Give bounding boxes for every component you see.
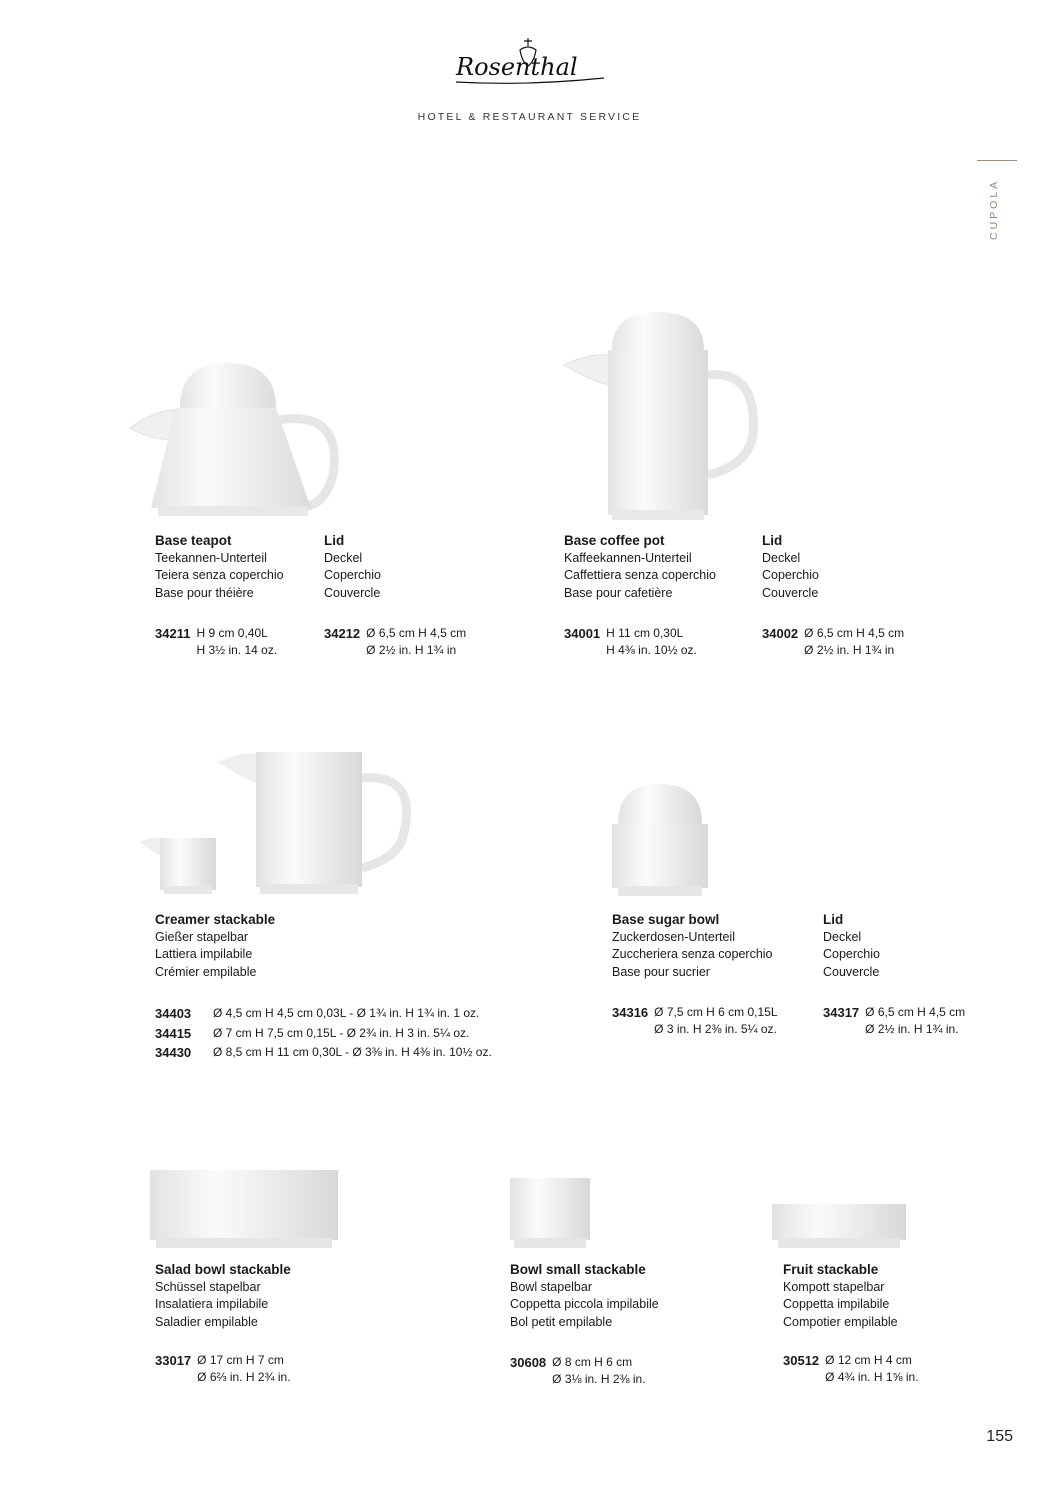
product-name-it: Teiera senza coperchio	[155, 568, 284, 582]
article-number: 34212	[324, 626, 361, 641]
spec-metric: Ø 12 cm H 4 cm	[825, 1353, 912, 1367]
product-name-de: Deckel	[324, 550, 363, 565]
product-name: Fruit stackable	[783, 1262, 879, 1277]
article-number: 34415	[155, 1025, 192, 1041]
spec-imperial: Ø 3⅛ in. H 2⅜ in.	[552, 1372, 646, 1386]
article-number: 34430	[155, 1045, 192, 1060]
product-name: Lid	[324, 533, 345, 548]
product-name-fr: Couvercle	[324, 585, 381, 600]
product-name-de: Deckel	[762, 550, 801, 565]
article-number: 30512	[783, 1353, 820, 1368]
article-number: 33017	[155, 1353, 192, 1368]
spec: Ø 7 cm H 7,5 cm 0,15L - Ø 2¾ in. H 3 in. 5¼ oz.	[213, 1025, 470, 1040]
spec-metric: Ø 6,5 cm H 4,5 cm	[804, 626, 905, 640]
product-name-de: Gießer stapelbar	[155, 929, 249, 944]
article-number: 34002	[762, 626, 799, 641]
article-number: 34316	[612, 1005, 649, 1020]
product-name: Base sugar bowl	[612, 912, 720, 927]
spec-imperial: H 3½ in. 14 oz.	[196, 643, 278, 657]
page-number: 155	[986, 1428, 1013, 1445]
spec-imperial: H 4⅜ in. 10½ oz.	[606, 643, 697, 657]
creamer-variant-row	[155, 1004, 492, 1024]
sugar-lid-code	[823, 1004, 965, 1038]
spec: Ø 4,5 cm H 4,5 cm 0,03L - Ø 1¾ in. H 1¾ in. 1 oz.	[213, 1006, 480, 1020]
product-name-fr: Saladier empilable	[155, 1314, 258, 1329]
rosenthal-logo	[452, 30, 608, 92]
product-name-fr: Couvercle	[762, 585, 819, 600]
creamer-variant-row	[155, 1043, 492, 1063]
product-name-de: Kaffeekannen-Unterteil	[564, 550, 692, 565]
product-name: Base coffee pot	[564, 533, 665, 548]
product-name: Base teapot	[155, 533, 232, 548]
bowl-small-info	[510, 1261, 659, 1331]
teapot-illustration	[128, 360, 343, 525]
spec-imperial: Ø 4¾ in. H 1⅝ in.	[825, 1370, 919, 1384]
spec-metric: Ø 17 cm H 7 cm	[197, 1353, 284, 1367]
article-number: 34317	[823, 1005, 860, 1020]
spec: Ø 8,5 cm H 11 cm 0,30L - Ø 3⅜ in. H 4⅜ in. 10½ oz.	[213, 1045, 492, 1059]
product-name: Lid	[762, 533, 783, 548]
article-number: 34211	[155, 626, 191, 641]
spec-metric: Ø 6,5 cm H 4,5 cm	[366, 626, 467, 640]
coffee-lid-code	[762, 625, 904, 659]
base-teapot-code	[155, 625, 277, 659]
creamer-illustration	[138, 750, 413, 900]
salad-bowl-info	[155, 1261, 291, 1331]
bowl-small-code	[510, 1354, 646, 1388]
sugar-lid-info	[823, 911, 880, 981]
product-name-fr: Compotier empilable	[783, 1314, 898, 1329]
coffee-lid-info	[762, 532, 819, 602]
side-rule	[977, 160, 1017, 161]
coffee-pot-illustration	[560, 310, 760, 525]
article-number: 34403	[155, 1006, 192, 1021]
product-name-it: Zuccheriera senza coperchio	[612, 947, 773, 961]
fruit-bowl-illustration	[770, 1202, 908, 1252]
sugar-bowl-info	[612, 911, 773, 981]
product-name-de: Bowl stapelbar	[510, 1279, 592, 1294]
product-name: Bowl small stackable	[510, 1262, 646, 1277]
logo-wordmark: Rosenthal	[456, 53, 578, 81]
base-teapot-info	[155, 532, 284, 602]
teapot-lid-code	[324, 625, 466, 659]
product-name-it: Caffettiera senza coperchio	[564, 568, 716, 582]
product-name: Lid	[823, 912, 844, 927]
salad-bowl-illustration	[148, 1168, 340, 1252]
spec-imperial: Ø 2½ in. H 1¾ in.	[865, 1022, 959, 1036]
spec-imperial: Ø 2½ in. H 1¾ in	[366, 643, 457, 657]
product-name-fr: Crémier empilable	[155, 964, 257, 979]
product-name: Creamer stackable	[155, 912, 276, 927]
product-name-de: Schüssel stapelbar	[155, 1279, 261, 1294]
product-name-de: Zuckerdosen-Unterteil	[612, 929, 735, 944]
product-name: Salad bowl stackable	[155, 1262, 291, 1277]
spec-metric: H 11 cm 0,30L	[606, 626, 684, 640]
creamer-variant-row	[155, 1024, 492, 1044]
product-name-it: Coperchio	[324, 568, 381, 582]
product-name-fr: Base pour théière	[155, 585, 254, 600]
spec-metric: Ø 7,5 cm H 6 cm 0,15L	[654, 1005, 778, 1019]
product-name-de: Teekannen-Unterteil	[155, 550, 267, 565]
spec-metric: Ø 6,5 cm H 4,5 cm	[865, 1005, 966, 1019]
product-name-it: Coperchio	[762, 568, 819, 582]
spec-metric: Ø 8 cm H 6 cm	[552, 1355, 633, 1369]
creamer-codes	[155, 1004, 492, 1063]
product-name-fr: Base pour sucrier	[612, 964, 710, 979]
product-name-it: Lattiera impilabile	[155, 947, 253, 961]
fruit-info	[783, 1261, 898, 1331]
product-name-it: Coppetta impilabile	[783, 1297, 890, 1311]
sugar-bowl-code	[612, 1004, 778, 1038]
product-name-fr: Bol petit empilable	[510, 1314, 613, 1329]
product-name-it: Coperchio	[823, 947, 880, 961]
base-coffee-pot-info	[564, 532, 716, 602]
teapot-lid-info	[324, 532, 381, 602]
spec-imperial: Ø 3 in. H 2⅜ in. 5¼ oz.	[654, 1022, 777, 1036]
product-name-fr: Base pour cafetière	[564, 585, 673, 600]
salad-bowl-code	[155, 1352, 291, 1386]
product-name-it: Insalatiera impilabile	[155, 1297, 269, 1311]
product-name-fr: Couvercle	[823, 964, 880, 979]
sugar-bowl-illustration	[610, 782, 710, 900]
creamer-info	[155, 911, 275, 981]
spec-imperial: Ø 2½ in. H 1¾ in	[804, 643, 895, 657]
article-number: 30608	[510, 1355, 547, 1370]
spec-imperial: Ø 6⅔ in. H 2¾ in.	[197, 1370, 291, 1384]
product-name-de: Kompott stapelbar	[783, 1279, 885, 1294]
base-coffee-pot-code	[564, 625, 697, 659]
spec-metric: H 9 cm 0,40L	[196, 626, 268, 640]
side-tab-label: CUPOLA	[988, 178, 1000, 240]
fruit-code	[783, 1352, 919, 1386]
tagline: HOTEL & RESTAURANT SERVICE	[417, 111, 642, 123]
article-number: 34001	[564, 626, 601, 641]
product-name-de: Deckel	[823, 929, 862, 944]
product-name-it: Coppetta piccola impilabile	[510, 1297, 659, 1311]
bowl-small-illustration	[508, 1176, 592, 1252]
